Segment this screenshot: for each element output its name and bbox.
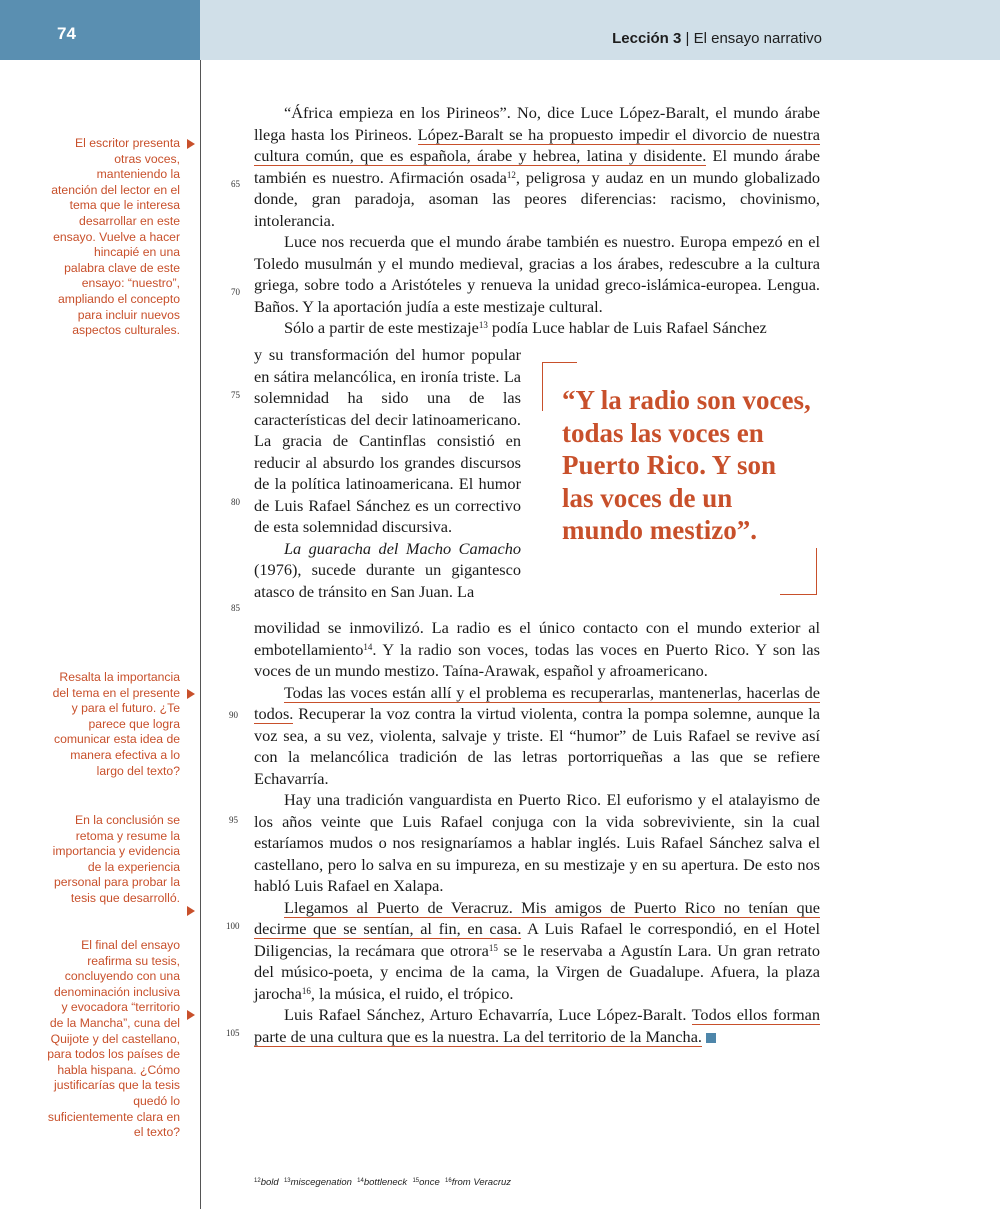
essay-body-column [254, 344, 521, 602]
margin-divider [200, 60, 201, 1209]
line-number: 75 [231, 390, 240, 400]
text-run: , la música, el ruido, el trópico. [310, 983, 514, 1003]
footnote-number: 15 [412, 1178, 420, 1184]
text-run: El mundo árabe también es nuestro. Afirmación osada [254, 146, 820, 187]
line-number: 90 [229, 710, 238, 720]
highlighted-sentence: Todas las voces están allí y el problema es recuperarlas, mantenerlas, hacerlas de todos. [254, 682, 820, 723]
footnote-number: 12 [254, 1178, 261, 1184]
text-run: , peligrosa y audaz en un mundo globalizado donde, gran paradoja, asoman las peores diferencias: racismo, chovinismo, intolerancia. [254, 167, 821, 230]
paragraph [254, 897, 820, 1005]
line-number: 65 [231, 179, 240, 189]
footnote-text: miscegenation [290, 1177, 352, 1188]
pull-quote: “Y la radio son voces, todas las voces en Puerto Rico. Y son las voces de un mundo mestizo”. [562, 385, 811, 545]
side-note-3: En la conclusión se retoma y resume la importancia y evidencia de la experiencia personal para probar la tesis que desarrolló. [52, 813, 180, 905]
pull-quote-bracket-bottom [780, 548, 817, 595]
header-bar [200, 0, 1000, 60]
essay-body-bottom [254, 617, 820, 1047]
arrow-right-icon [187, 906, 195, 916]
footnote-number: 14 [357, 1178, 364, 1184]
paragraph [254, 102, 820, 231]
paragraph: y su transformación del humor popular en sátira melancólica, en ironía triste. La solemnidad ha sido una de las características del decir latinoamericano. La gracia de Cantinflas consistió en reducir al absurdo los grandes discursos de la política latinoamericana. El humor de Luis Rafael Sánchez es un correctivo de esta solemnidad discursiva. [254, 345, 521, 536]
paragraph [254, 538, 521, 603]
footnote-ref: 13 [478, 320, 488, 330]
side-note-1: El escritor presenta otras voces, manteniendo la atención del lector en el tema que le interesa desarrollar en este ensayo. Vuelve a hacer hincapié en una palabra clave de este ensayo: “nuestro”, ampliando el concepto para incluir nuevos aspectos culturales. [51, 136, 180, 338]
highlighted-thesis: López-Baralt se ha propuesto impedir el divorcio de nuestra cultura común, que es española, árabe y hebrea, latina y disidente. [254, 124, 820, 165]
lesson-heading [612, 30, 822, 47]
footnote-number: 13 [283, 1178, 291, 1184]
paragraph [254, 317, 820, 339]
paragraph [254, 682, 820, 790]
paragraph [254, 1004, 820, 1047]
line-number: 80 [231, 497, 240, 507]
footnote-text: from Veracruz [451, 1177, 512, 1188]
footnote-ref: 14 [363, 641, 373, 652]
arrow-right-icon [187, 1010, 195, 1020]
side-note-4: El final del ensayo reafirma su tesis, concluyendo con una denominación inclusiva y evocadora “territorio de la Mancha”, cuna del Quijote y del castellano, para todos los países de habla hispana. ¿Cómo justificarías que la tesis quedó lo suficientemente clara en el texto? [47, 938, 180, 1140]
book-title: La guaracha del Macho Camacho [284, 538, 521, 558]
side-note-2: Resalta la importancia del tema en el presente y para el futuro. ¿Te parece que logra comunicar esta idea de manera efectiva a lo largo del texto? [52, 670, 180, 778]
end-of-text-square-icon [706, 1033, 716, 1043]
paragraph: Hay una tradición vanguardista en Puerto Rico. El euforismo y el atalayismo de los años veinte que Luis Rafael conjuga con la vida sobreviviente, sin la cual estaríamos mudos o nos resignaríamos a hablar inglés. Luis Rafael Sánchez salva el castellano, pero lo salva en su impureza, en su mestizaje y en su apertura. De esto nos habló Luis Rafael en Xalapa. [254, 790, 820, 895]
text-run: A Luis Rafael le correspondió, en el Hotel Diligencias, la recámara que otrora [254, 919, 820, 960]
text-run: Sólo a partir de este mestizaje [284, 318, 479, 337]
footnote-text: bottleneck [363, 1177, 408, 1188]
essay-body-top [254, 102, 820, 339]
text-run: Luis Rafael Sánchez, Arturo Echavarría, Luce López-Baralt. [284, 1005, 692, 1024]
paragraph [254, 617, 820, 682]
line-number: 70 [231, 287, 240, 297]
footnote-ref: 12 [506, 169, 516, 180]
text-run: (1976), sucede durante un gigantesco atasco de tránsito en San Juan. La [254, 560, 521, 601]
arrow-right-icon [187, 139, 195, 149]
footnotes [254, 1177, 511, 1188]
text-run: podía Luce hablar de Luis Rafael Sánchez [487, 318, 767, 337]
page-number: 74 [57, 24, 76, 43]
arrow-right-icon [187, 689, 195, 699]
header-page-tab [0, 0, 200, 60]
line-number: 105 [226, 1028, 240, 1038]
footnote-text: once [419, 1177, 440, 1188]
footnote-number: 16 [445, 1178, 452, 1184]
paragraph: Luce nos recuerda que el mundo árabe también es nuestro. Europa empezó en el Toledo musulmán y el mundo medieval, gracias a los árabes, redescubre a la cultura griega, sobre todo a Aristóteles y renueva la unidad greco-islámica-europea. Lengua. Baños. Y la aportación judía a este mestizaje cultural. [254, 232, 820, 316]
text-run: se le reservaba a Agustín Lara. Un gran retrato del músico-poeta, y encima de la cama, la Virgen de Guadalupe. Afuera, la plaza jarocha [254, 940, 821, 1003]
text-run: . Y la radio son voces, todas las voces en Puerto Rico. Y son las voces de un mundo mestizo. Taína-Arawak, español y afroamericano. [254, 639, 820, 680]
line-number: 85 [231, 603, 240, 613]
footnote-ref: 16 [301, 985, 311, 996]
highlighted-sentence: Llegamos al Puerto de Veracruz. Mis amigos de Puerto Rico no tenían que decirme que se sentían, al fin, en casa. [254, 897, 820, 938]
lesson-label: Lección 3 [612, 30, 682, 47]
line-number: 100 [226, 921, 240, 931]
text-run: movilidad se inmovilizó. La radio es el único contacto con el mundo exterior al embotellamiento [254, 618, 820, 659]
footnote-text: bold [260, 1177, 279, 1188]
lesson-separator: | [685, 30, 690, 47]
text-run: “África empieza en los Pirineos”. No, dice Luce López-Baralt, el mundo árabe llega hasta los Pirineos. [254, 103, 820, 144]
line-number: 95 [229, 815, 238, 825]
text-run: Recuperar la voz contra la virtud violenta, contra la pompa solemne, aunque la voz sea, a su vez, violenta, salvaje y triste. El “humor” de Luis Rafael se revive así con la melancólica tradición de las letras portorriqueñas a las que se refiere Echavarría. [254, 704, 820, 788]
highlighted-conclusion: Todos ellos forman parte de una cultura que es la nuestra. La del territorio de la Mancha. [254, 1005, 820, 1046]
footnote-ref: 15 [488, 942, 498, 953]
lesson-title: El ensayo narrativo [693, 30, 822, 47]
